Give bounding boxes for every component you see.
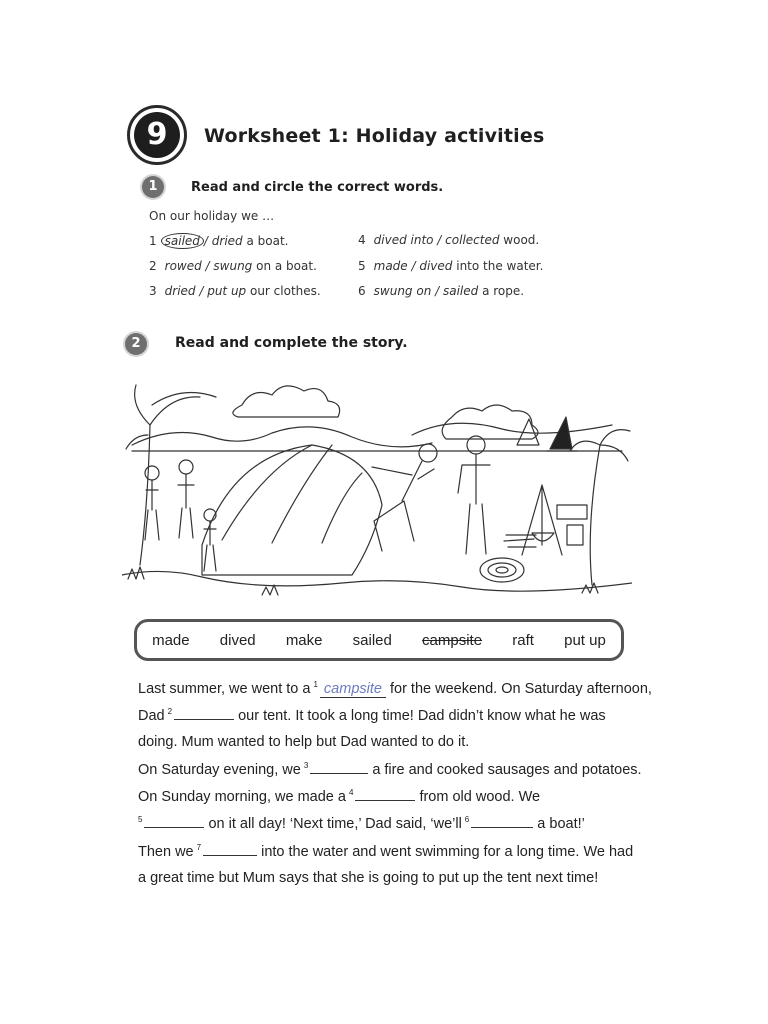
unit-number: 9 xyxy=(134,112,180,158)
blank-4[interactable] xyxy=(355,788,415,801)
exercise-1-item-3: 3 dried / put up our clothes. xyxy=(149,284,321,298)
camping-scene-illustration xyxy=(122,365,632,605)
blank-1-answer: campsite xyxy=(320,681,386,698)
worksheet-title: Worksheet 1: Holiday activities xyxy=(204,125,545,147)
exercise-1-item-5: 5 made / dived into the water. xyxy=(358,259,544,273)
story-line-3: doing. Mum wanted to help but Dad wanted to do it. xyxy=(138,734,470,750)
cloud-left xyxy=(233,386,340,417)
word-make: make xyxy=(285,631,323,649)
exercise-1-intro: On our holiday we … xyxy=(149,209,275,223)
cloud-right xyxy=(442,405,538,439)
exercise-1-item-2: 2 rowed / swung on a boat. xyxy=(149,259,317,273)
word-sailed: sailed xyxy=(352,631,392,649)
exercise-2-heading: Read and complete the story. xyxy=(175,335,408,351)
blank-2[interactable] xyxy=(174,707,234,720)
story-line-4: On Saturday evening, we $^3$ a fire and cooked sausages and potatoes. xyxy=(138,761,642,778)
exercise-1-heading: Read and circle the correct words. xyxy=(191,180,444,195)
circled-answer: sailed xyxy=(161,233,204,249)
word-raft: raft xyxy=(512,631,534,649)
blank-3[interactable] xyxy=(310,761,368,774)
exercise-2-number: 2 xyxy=(125,333,147,355)
word-made: made xyxy=(152,631,190,649)
exercise-1-item-1: 1 sailed / dried a boat. xyxy=(149,234,289,248)
blank-6[interactable] xyxy=(471,815,533,828)
exercise-1-number: 1 xyxy=(142,176,164,198)
word-bank xyxy=(134,619,624,661)
story-line-1: Last summer, we went to a $^1$ campsite for the weekend. On Saturday afternoon, xyxy=(138,680,652,697)
story-line-8: a great time but Mum says that she is going to put up the tent next time! xyxy=(138,870,599,886)
word-dived: dived xyxy=(219,631,256,649)
word-campsite-struck: campsite xyxy=(422,631,483,649)
exercise-1-item-4: 4 dived into / collected wood. xyxy=(358,233,540,247)
exercise-1-item-6: 6 swung on / sailed a rope. xyxy=(358,284,525,298)
word-put-up: put up xyxy=(564,631,606,649)
story-line-6: $^5$ on it all day! ‘Next time,’ Dad said, ‘we’ll $^6$ a boat!’ xyxy=(138,815,585,832)
story-line-5: On Sunday morning, we made a $^4$ from old wood. We xyxy=(138,788,541,805)
unit-badge xyxy=(127,105,187,165)
blank-7[interactable] xyxy=(203,843,257,856)
blank-5[interactable] xyxy=(144,815,204,828)
story-line-2: Dad $^2$ our tent. It took a long time! Dad didn’t know what he was xyxy=(138,707,606,724)
story-line-7: Then we $^7$ into the water and went swimming for a long time. We had xyxy=(138,843,634,860)
